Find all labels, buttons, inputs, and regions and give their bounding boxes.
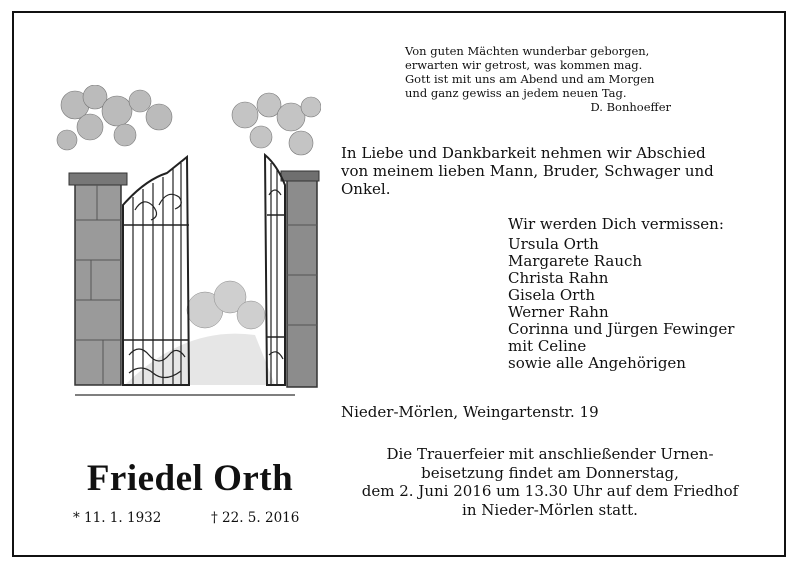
mourner-name: Margarete Rauch <box>508 252 643 270</box>
funeral-announcement <box>330 445 770 519</box>
mourner-name: Ursula Orth <box>508 235 599 253</box>
poem-line: Von guten Mächten wunderbar geborgen, <box>405 44 650 58</box>
funeral-line: beisetzung findet am Donnerstag, <box>421 463 679 482</box>
funeral-line: in Nieder-Mörlen statt. <box>462 500 638 519</box>
mourner-name: Gisela Orth <box>508 286 596 304</box>
farewell-line: von meinem lieben Mann, Bruder, Schwager und <box>341 162 714 180</box>
funeral-line: dem 2. Juni 2016 um 13.30 Uhr auf dem Friedhof <box>361 482 739 500</box>
mourner-name: sowie alle Angehörigen <box>508 354 686 372</box>
poem-line: erwarten wir getrost, was kommen mag. <box>405 58 643 72</box>
funeral-line: Die Trauerfeier mit anschließender Urnen- <box>386 445 714 463</box>
open-garden-gate-illustration <box>55 85 321 401</box>
mourner-name: Christa Rahn <box>508 269 609 287</box>
farewell-line: In Liebe und Dankbarkeit nehmen wir Abschied <box>341 144 706 162</box>
poem-author: D. Bonhoeffer <box>590 100 671 114</box>
poem-line: Gott ist mit uns am Abend und am Morgen <box>405 72 655 86</box>
birth-date: * 11. 1. 1932 <box>73 510 162 526</box>
mourner-name: mit Celine <box>508 337 587 355</box>
death-date: † 22. 5. 2016 <box>211 510 300 526</box>
poem-line: und ganz gewiss an jedem neuen Tag. <box>405 86 627 100</box>
mourner-name: Corinna und Jürgen Fewinger <box>508 320 735 338</box>
bonhoeffer-poem <box>405 44 675 114</box>
farewell-line: Onkel. <box>341 180 391 198</box>
deceased-name: Friedel Orth <box>86 458 294 499</box>
mourners-list <box>508 216 768 372</box>
mourners-heading: Wir werden Dich vermissen: <box>508 215 724 233</box>
address: Nieder-Mörlen, Weingartenstr. 19 <box>341 403 599 421</box>
mourner-name: Werner Rahn <box>508 303 609 321</box>
farewell-statement <box>341 144 753 198</box>
